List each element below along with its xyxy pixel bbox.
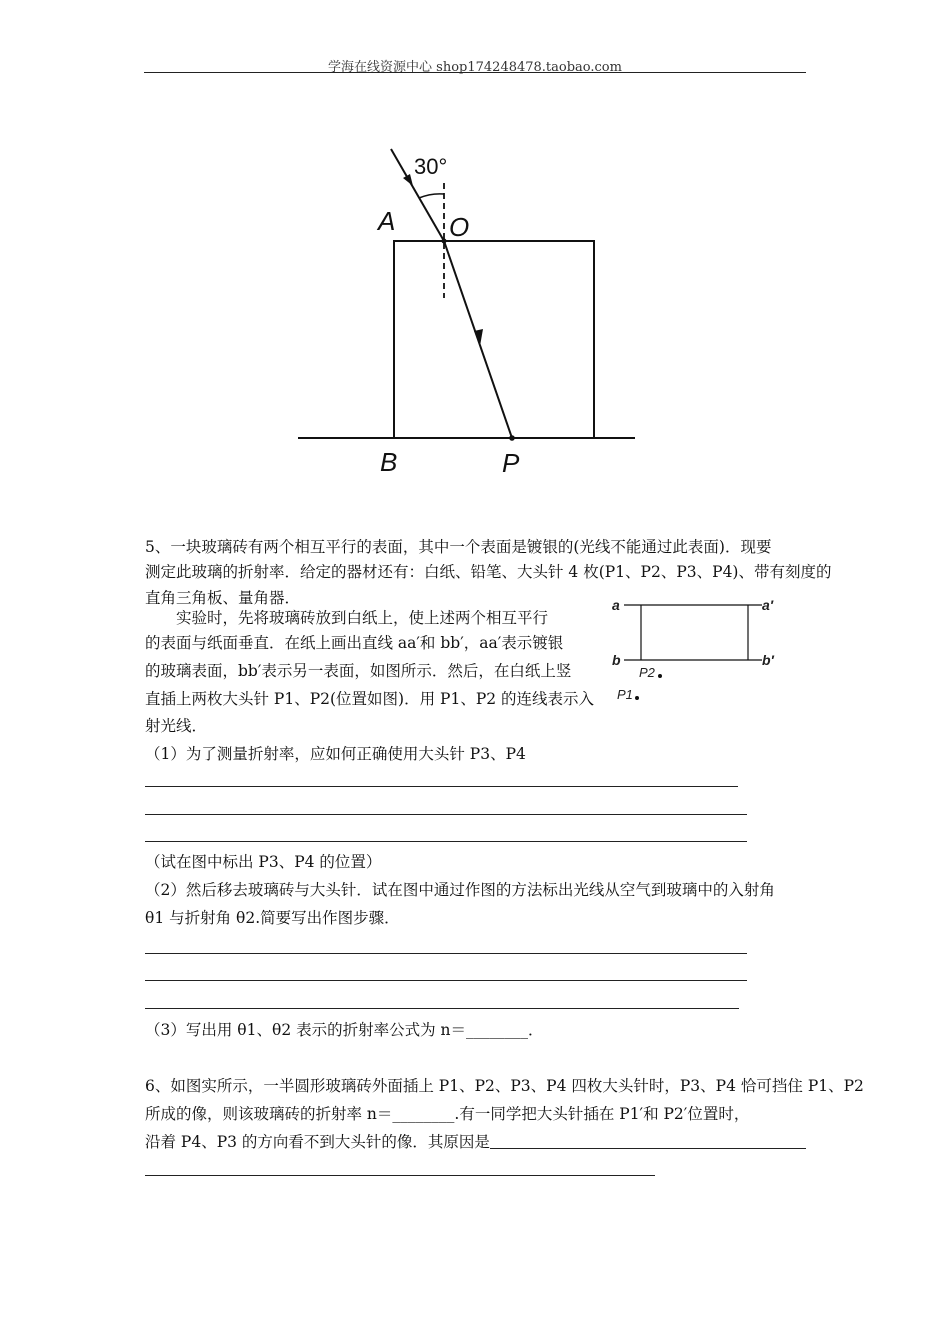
label-P2: P2 [639, 665, 655, 680]
q6-line-3: 沿着 P4、P3 的方向看不到大头针的像．其原因是 [145, 1133, 490, 1151]
answer-line-1c[interactable] [145, 841, 747, 842]
answer-line-2b[interactable] [145, 980, 747, 981]
q5-sub3: （3）写出用 θ1、θ2 表示的折射率公式为 n＝________． [145, 1021, 544, 1039]
glass-brick-figure [610, 595, 830, 705]
glass-block [394, 241, 594, 438]
label-b: b [612, 652, 621, 668]
q6-line-2: 所成的像，则该玻璃砖的折射率 n＝________.有一同学把大头针插在 P1′和 P2′位置时， [145, 1105, 750, 1123]
q5-intro-1: 5、一块玻璃砖有两个相互平行的表面，其中一个表面是镀银的(光线不能通过此表面)．现要 [145, 538, 772, 556]
angle-arc [419, 194, 444, 198]
q5-intro-2: 测定此玻璃的折射率．给定的器材还有：白纸、铅笔、大头针 4 枚(P1、P2、P3、P4)、带有刻度的 [145, 563, 832, 581]
label-O: O [449, 212, 470, 242]
answer-line-2c[interactable] [145, 1008, 739, 1009]
answer-line-6b[interactable] [145, 1175, 655, 1176]
answer-line-2a[interactable] [145, 953, 747, 954]
q5-sub1: （1）为了测量折射率，应如何正确使用大头针 P3、P4 [145, 745, 526, 763]
page-header: 学海在线资源中心 shop174248478.taobao.com [328, 60, 622, 75]
q5-sub2-line1: （2）然后移去玻璃砖与大头针．试在图中通过作图的方法标出光线从空气到玻璃中的入射角 [145, 881, 775, 899]
refraction-figure [0, 0, 950, 500]
label-A: A [378, 206, 396, 236]
label-P1: P1 [617, 687, 633, 702]
answer-line-6a[interactable] [490, 1148, 806, 1149]
answer-line-1b[interactable] [145, 814, 747, 815]
label-a-prime: a′ [762, 597, 774, 613]
label-P: P [502, 448, 520, 478]
q5-exp-5: 射光线． [145, 717, 208, 735]
q5-exp-2: 的表面与纸面垂直．在纸上画出直线 aa′和 bb′，aa′表示镀银 [145, 634, 564, 652]
q5-intro-3: 直角三角板、量角器． [145, 589, 301, 607]
point-O [442, 239, 447, 244]
q5-exp-4: 直插上两枚大头针 P1、P2(位置如图)．用 P1、P2 的连线表示入 [145, 690, 595, 708]
q5-exp-1: 实验时，先将玻璃砖放到白纸上，使上述两个相互平行 [176, 609, 549, 627]
q5-sub2-line2: θ1 与折射角 θ2.简要写出作图步骤． [145, 909, 400, 927]
pin-P1 [635, 696, 639, 700]
angle-label: 30° [414, 154, 448, 179]
incident-arrow [403, 174, 413, 186]
pin-P2 [658, 674, 662, 678]
label-b-prime: b′ [762, 652, 774, 668]
q5-sub1-note: （试在图中标出 P3、P4 的位置） [145, 853, 382, 871]
label-a: a [612, 597, 620, 613]
point-P [509, 435, 515, 441]
q5-exp-3: 的玻璃表面，bb′表示另一表面，如图所示．然后，在白纸上竖 [145, 662, 572, 680]
label-B: B [380, 447, 398, 477]
answer-line-1a[interactable] [145, 786, 738, 787]
q6-line-1: 6、如图实所示，一半圆形玻璃砖外面插上 P1、P2、P3、P4 四枚大头针时，P3、P4 恰可挡住 P1、P2 [145, 1077, 864, 1095]
